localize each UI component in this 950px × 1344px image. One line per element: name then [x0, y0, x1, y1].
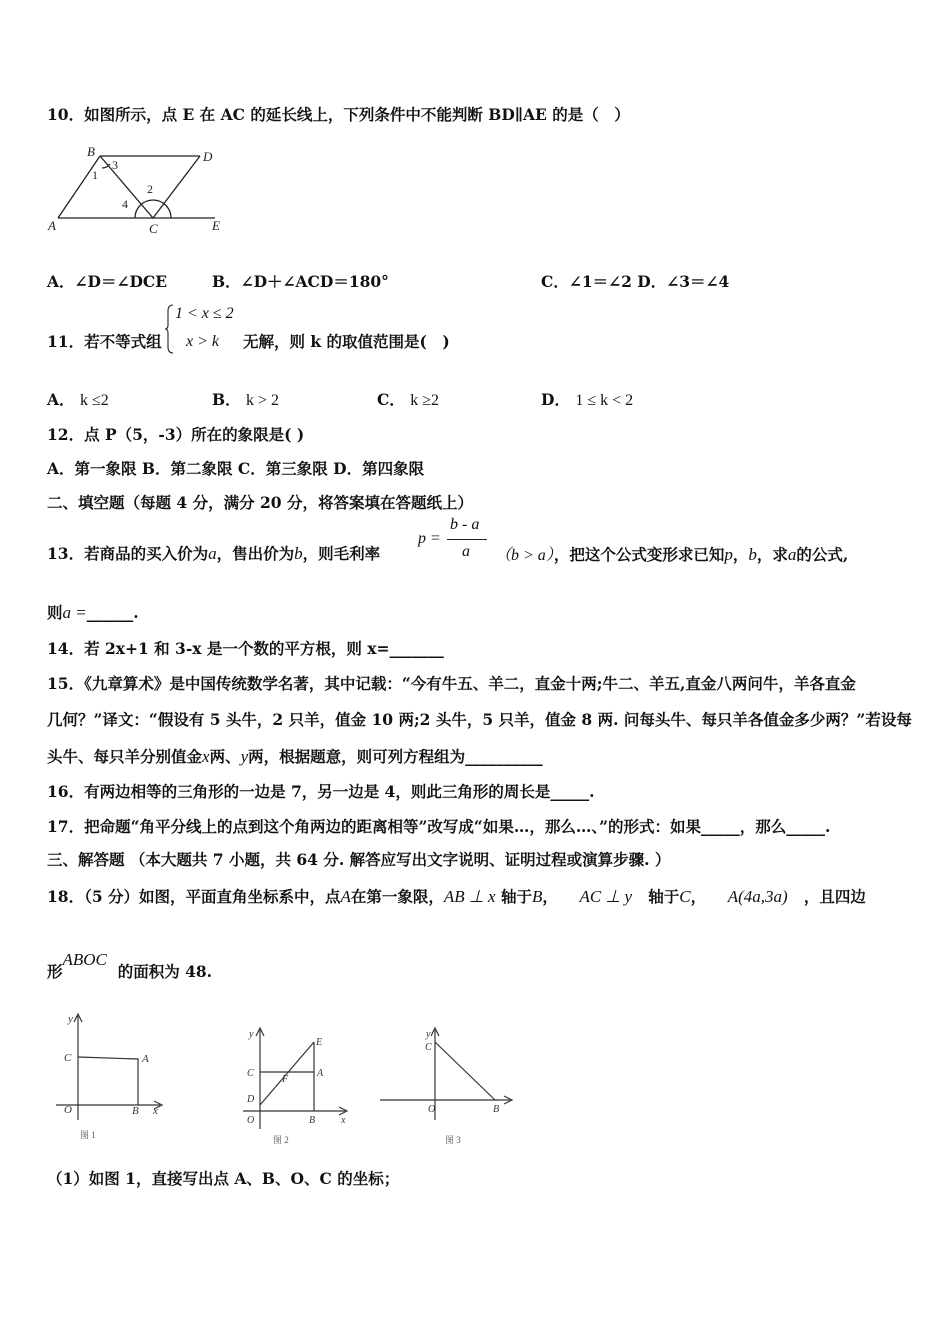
figure-3 [380, 1025, 520, 1150]
q10-label-A: A [48, 218, 56, 233]
q13-var-a: a [208, 544, 217, 563]
fig2-label-B: B [309, 1115, 316, 1126]
q11-stem-a: 11．若不等式组 [47, 332, 162, 351]
q18-var-C: C [679, 887, 691, 906]
q13-text-c: ，则毛利率 [302, 544, 381, 563]
q11-option-d-label: D． [541, 390, 570, 409]
fig3-label-y: y [426, 1029, 431, 1040]
q13-line2-blank: ______. [86, 603, 139, 622]
q11-option-a [47, 388, 109, 410]
fig2-label-C: C [247, 1068, 254, 1079]
q10-option-b: B．∠D＋∠ACD＝180° [212, 272, 389, 291]
q11-option-c-label: C． [377, 390, 405, 409]
q13-line2-a: 则 [47, 603, 63, 622]
fig3-label-C: C [425, 1042, 432, 1053]
q11-option-c-math: k ≥2 [410, 392, 440, 409]
q18-text-b: 在第一象限， [350, 887, 444, 906]
q13-var-b: b [294, 544, 303, 563]
q10-figure [40, 140, 240, 240]
q13-var-p: p [724, 545, 733, 564]
q13-formula-lhs: p = [418, 530, 441, 547]
fig2-label-y: y [249, 1029, 254, 1040]
fig2-label-O: O [247, 1115, 255, 1126]
q18-math-1: AB ⊥ x [443, 887, 496, 906]
q18-line2-b: 的面积为 48. [117, 962, 213, 981]
q13-var-a2: a [787, 545, 797, 564]
fig3-label-O: O [428, 1104, 436, 1115]
q11-option-c [377, 388, 439, 410]
q10-option-cd: C．∠1＝∠2 D．∠3＝∠4 [541, 272, 730, 291]
fig2-label-D: D [247, 1094, 255, 1105]
q18-text-c: 轴于 [500, 887, 532, 906]
q13-line-1-tail [495, 542, 848, 565]
fig2-label-E: E [316, 1037, 323, 1048]
q18-var-B: B [531, 887, 543, 906]
fig3-caption: 图 3 [445, 1135, 461, 1145]
q15-line3-c: 两，根据题意，则可列方程组为__________ [248, 747, 543, 766]
q13-text-d: ，把这个公式变形求已知 [553, 545, 725, 564]
fig1-caption: 图 1 [80, 1130, 96, 1140]
section-2-heading: 二、填空题（每题 4 分，满分 20 分，将答案填在答题纸上） [47, 493, 473, 512]
q13-denominator: a [462, 543, 470, 560]
fig1-label-A: A [142, 1053, 149, 1065]
q13-text-f: 的公式, [796, 545, 849, 564]
q15-var-y: y [240, 747, 249, 766]
q11-stem-b: 无解，则 k 的取值范围是( ) [243, 332, 450, 351]
q18-text-a: 18．（5 分）如图，平面直角坐标系中，点 [47, 887, 341, 906]
q12-stem: 12．点 P（5，-3）所在的象限是( ) [47, 425, 305, 444]
q15-line-1: 15．《九章算术》是中国传统数学名著，其中记载：“今有牛五、羊二，直金十两;牛二、羊五,直金八两问牛，羊各直金 [47, 674, 856, 693]
q10-label-D: D [203, 149, 213, 164]
q13-condition: （b > a） [495, 547, 554, 564]
q11-inequality-1: 1 < x ≤ 2 [175, 305, 234, 322]
q11-option-d [541, 388, 633, 410]
q15-line3-b: 两、 [209, 747, 241, 766]
fig2-label-x: x [341, 1115, 346, 1126]
q12-options: A．第一象限 B．第二象限 C．第三象限 D．第四象限 [47, 459, 425, 478]
q11-option-b [212, 388, 279, 410]
q13-numerator: b - a [450, 516, 480, 533]
fig1-label-y: y [68, 1013, 73, 1025]
q10-angle-2: 2 [147, 182, 153, 196]
q13-line-2 [47, 601, 139, 623]
q10-stem: 10．如图所示，点 E 在 AC 的延长线上，下列条件中不能判断 BD∥AE 的是（ ） [47, 105, 630, 124]
fig3-label-B: B [493, 1104, 500, 1115]
q18-text-e: ，且四边 [803, 887, 866, 906]
q10-angle-3: 3 [112, 158, 118, 172]
fig2-label-A: A [317, 1068, 324, 1079]
q18-math-3: A(4a,3a) [727, 887, 788, 906]
q15-var-x: x [202, 747, 210, 766]
q18-line-2 [47, 950, 213, 982]
q11-inequality-2: x > k [186, 333, 219, 350]
q11-option-b-math: k > 2 [246, 392, 280, 409]
q13-text-a: 13．若商品的买入价为 [47, 544, 209, 563]
q18-var-A: A [340, 887, 351, 906]
q13-text-e: ，求 [756, 545, 788, 564]
fig2-caption: 图 2 [273, 1135, 289, 1145]
q14-stem: 14．若 2x+1 和 3-x 是一个数的平方根，则 x=_______ [47, 639, 444, 658]
q10-label-B: B [87, 144, 95, 159]
q10-angle-1: 1 [92, 168, 98, 182]
q18-math-2: AC ⊥ y [579, 887, 633, 906]
q10-label-C: C [149, 221, 158, 236]
q18-sep2: ， [690, 887, 707, 906]
section-3-heading: 三、解答题 （本大题共 7 小题，共 64 分. 解答应写出文字说明、证明过程或演算步骤. ） [47, 850, 671, 869]
q15-line-2: 几何？”译文：“假设有 5 头牛，2 只羊，值金 10 两;2 头牛，5 只羊，值金 8 两. 问每头牛、每只羊各值金多少两？”若设每 [47, 710, 912, 729]
q10-option-a: A．∠D＝∠DCE [47, 272, 168, 291]
fig1-label-B: B [132, 1105, 139, 1117]
figure-2 [235, 1025, 355, 1150]
q17-stem: 17．把命题“角平分线上的点到这个角两边的距离相等”改写成“如果…，那么…、”的形式：如果_____，那么_____. [47, 817, 831, 836]
q10-angle-4: 4 [122, 197, 128, 211]
q18-part-1: （1）如图 1，直接写出点 A、B、O、C 的坐标； [47, 1169, 400, 1188]
figure-1 [50, 1010, 170, 1145]
fig1-label-O: O [64, 1104, 72, 1116]
q13-line-1 [47, 542, 380, 564]
q11-option-a-label: A． [47, 390, 75, 409]
q18-line2-a: 形 [47, 962, 63, 981]
q13-var-b2: b [748, 545, 757, 564]
q13-sep: ， [732, 545, 749, 564]
q18-math-4: ABOC [62, 950, 107, 969]
q18-text-d: 轴于 [648, 887, 680, 906]
q11-brace [165, 303, 175, 355]
q18-line-1 [47, 885, 866, 907]
q13-line2-math: a = [62, 603, 87, 622]
q15-line3-a: 头牛、每只羊分别值金 [47, 747, 203, 766]
q13-text-b: ，售出价为 [216, 544, 295, 563]
q13-fraction-bar [447, 539, 487, 540]
q10-label-E: E [212, 218, 220, 233]
q11-option-d-math: 1 ≤ k < 2 [575, 392, 634, 409]
fig1-label-x: x [153, 1105, 158, 1117]
q16-stem: 16．有两边相等的三角形的一边是 7，另一边是 4，则此三角形的周长是_____. [47, 782, 595, 801]
q15-line-3 [47, 745, 543, 767]
q11-option-a-math: k ≤2 [79, 392, 109, 409]
fig1-label-C: C [64, 1052, 72, 1064]
q11-option-b-label: B． [212, 390, 241, 409]
q18-sep: ， [542, 887, 558, 906]
fig2-label-F: F [282, 1074, 289, 1085]
